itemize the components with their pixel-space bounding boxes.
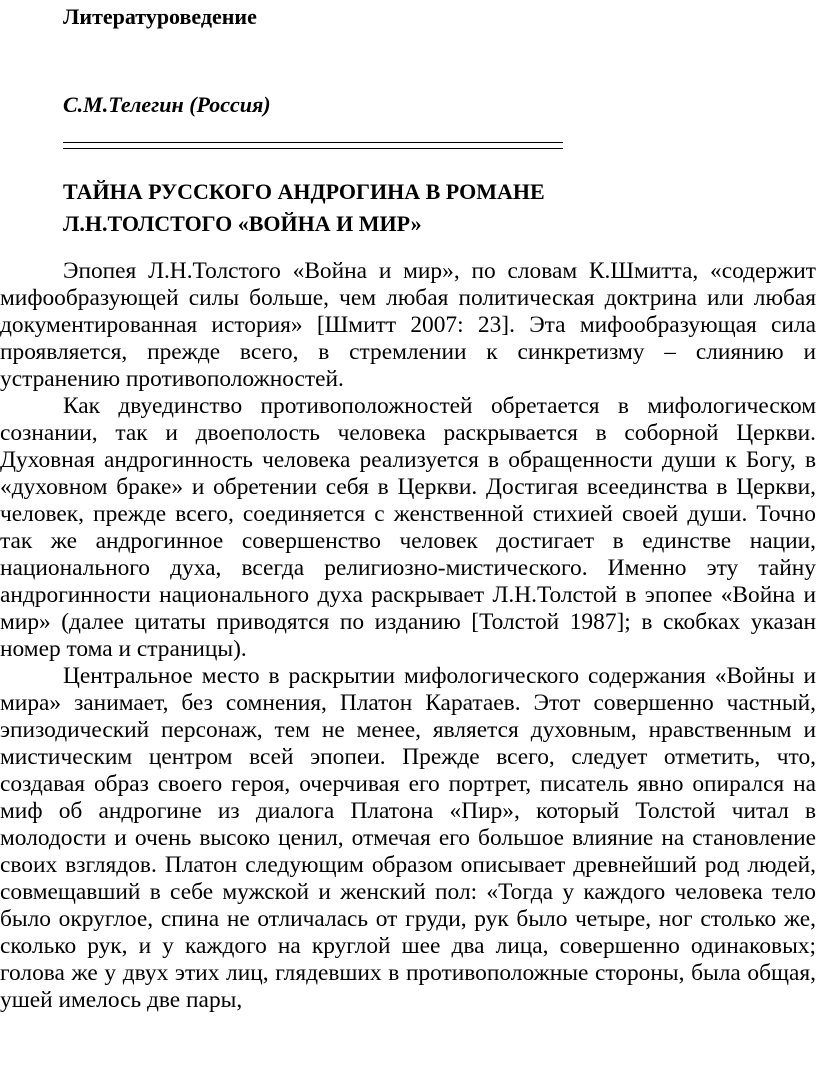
article-body xyxy=(0,258,816,1014)
article-title-line-2: Л.Н.ТОЛСТОГО «ВОЙНА И МИР» xyxy=(63,211,422,236)
separator-line-bottom xyxy=(63,148,563,149)
section-heading: Литературоведение xyxy=(63,4,257,29)
author-name: С.М.Телегин (Россия) xyxy=(63,92,271,117)
article-title-line-1: ТАЙНА РУССКОГО АНДРОГИНА В РОМАНЕ xyxy=(63,179,545,204)
separator-line-top xyxy=(63,142,563,143)
paragraph-1: Эпопея Л.Н.Толстого «Война и мир», по словам К.Шмитта, «содержит мифообразующей силы больше, чем любая политическая доктрина или любая документированная история» [Шмитт 2007: 23]. Эта мифообразующая сила проявляется, прежде всего, в стремлении к синкретизму – слиянию и устранению противоположностей. xyxy=(0,258,816,392)
paragraph-2: Как двуединство противоположностей обретается в мифологическом сознании, так и двоеполость человека раскрывается в соборной Церкви. Духовная андрогинность человека реализуется в обращенности души к Богу, в «духовном браке» и обретении себя в Церкви. Достигая всеединства в Церкви, человек, прежде всего, соединяется с женственной стихией своей души. Точно так же андрогинное совершенство человек достигает в единстве нации, национального духа, всегда религиозно-мистического. Именно эту тайну андрогинности национального духа раскрывает Л.Н.Толстой в эпопее «Война и мир» (далее цитаты приводятся по изданию [Толстой 1987]; в скобках указан номер тома и страницы). xyxy=(0,393,816,662)
paragraph-3: Центральное место в раскрытии мифологического содержания «Войны и мира» занимает, без сомнения, Платон Каратаев. Этот совершенно частный, эпизодический персонаж, тем не менее, является духовным, нравственным и мистическим центром всей эпопеи. Прежде всего, следует отметить, что, создавая образ своего героя, очерчивая его портрет, писатель явно опирался на миф об андрогине из диалога Платона «Пир», который Толстой читал в молодости и очень высоко ценил, отмечая его большое влияние на становление своих взглядов. Платон следующим образом описывает древнейший род людей, совмещавший в себе мужской и женский пол: «Тогда у каждого человека тело было округлое, спина не отличалась от груди, рук было четыре, ног столько же, сколько рук, и у каждого на круглой шее два лица, совершенно одинаковых; голова же у двух этих лиц, глядевших в противоположные стороны, была общая, ушей имелось две пары, xyxy=(0,663,816,1013)
article-title xyxy=(63,176,783,240)
